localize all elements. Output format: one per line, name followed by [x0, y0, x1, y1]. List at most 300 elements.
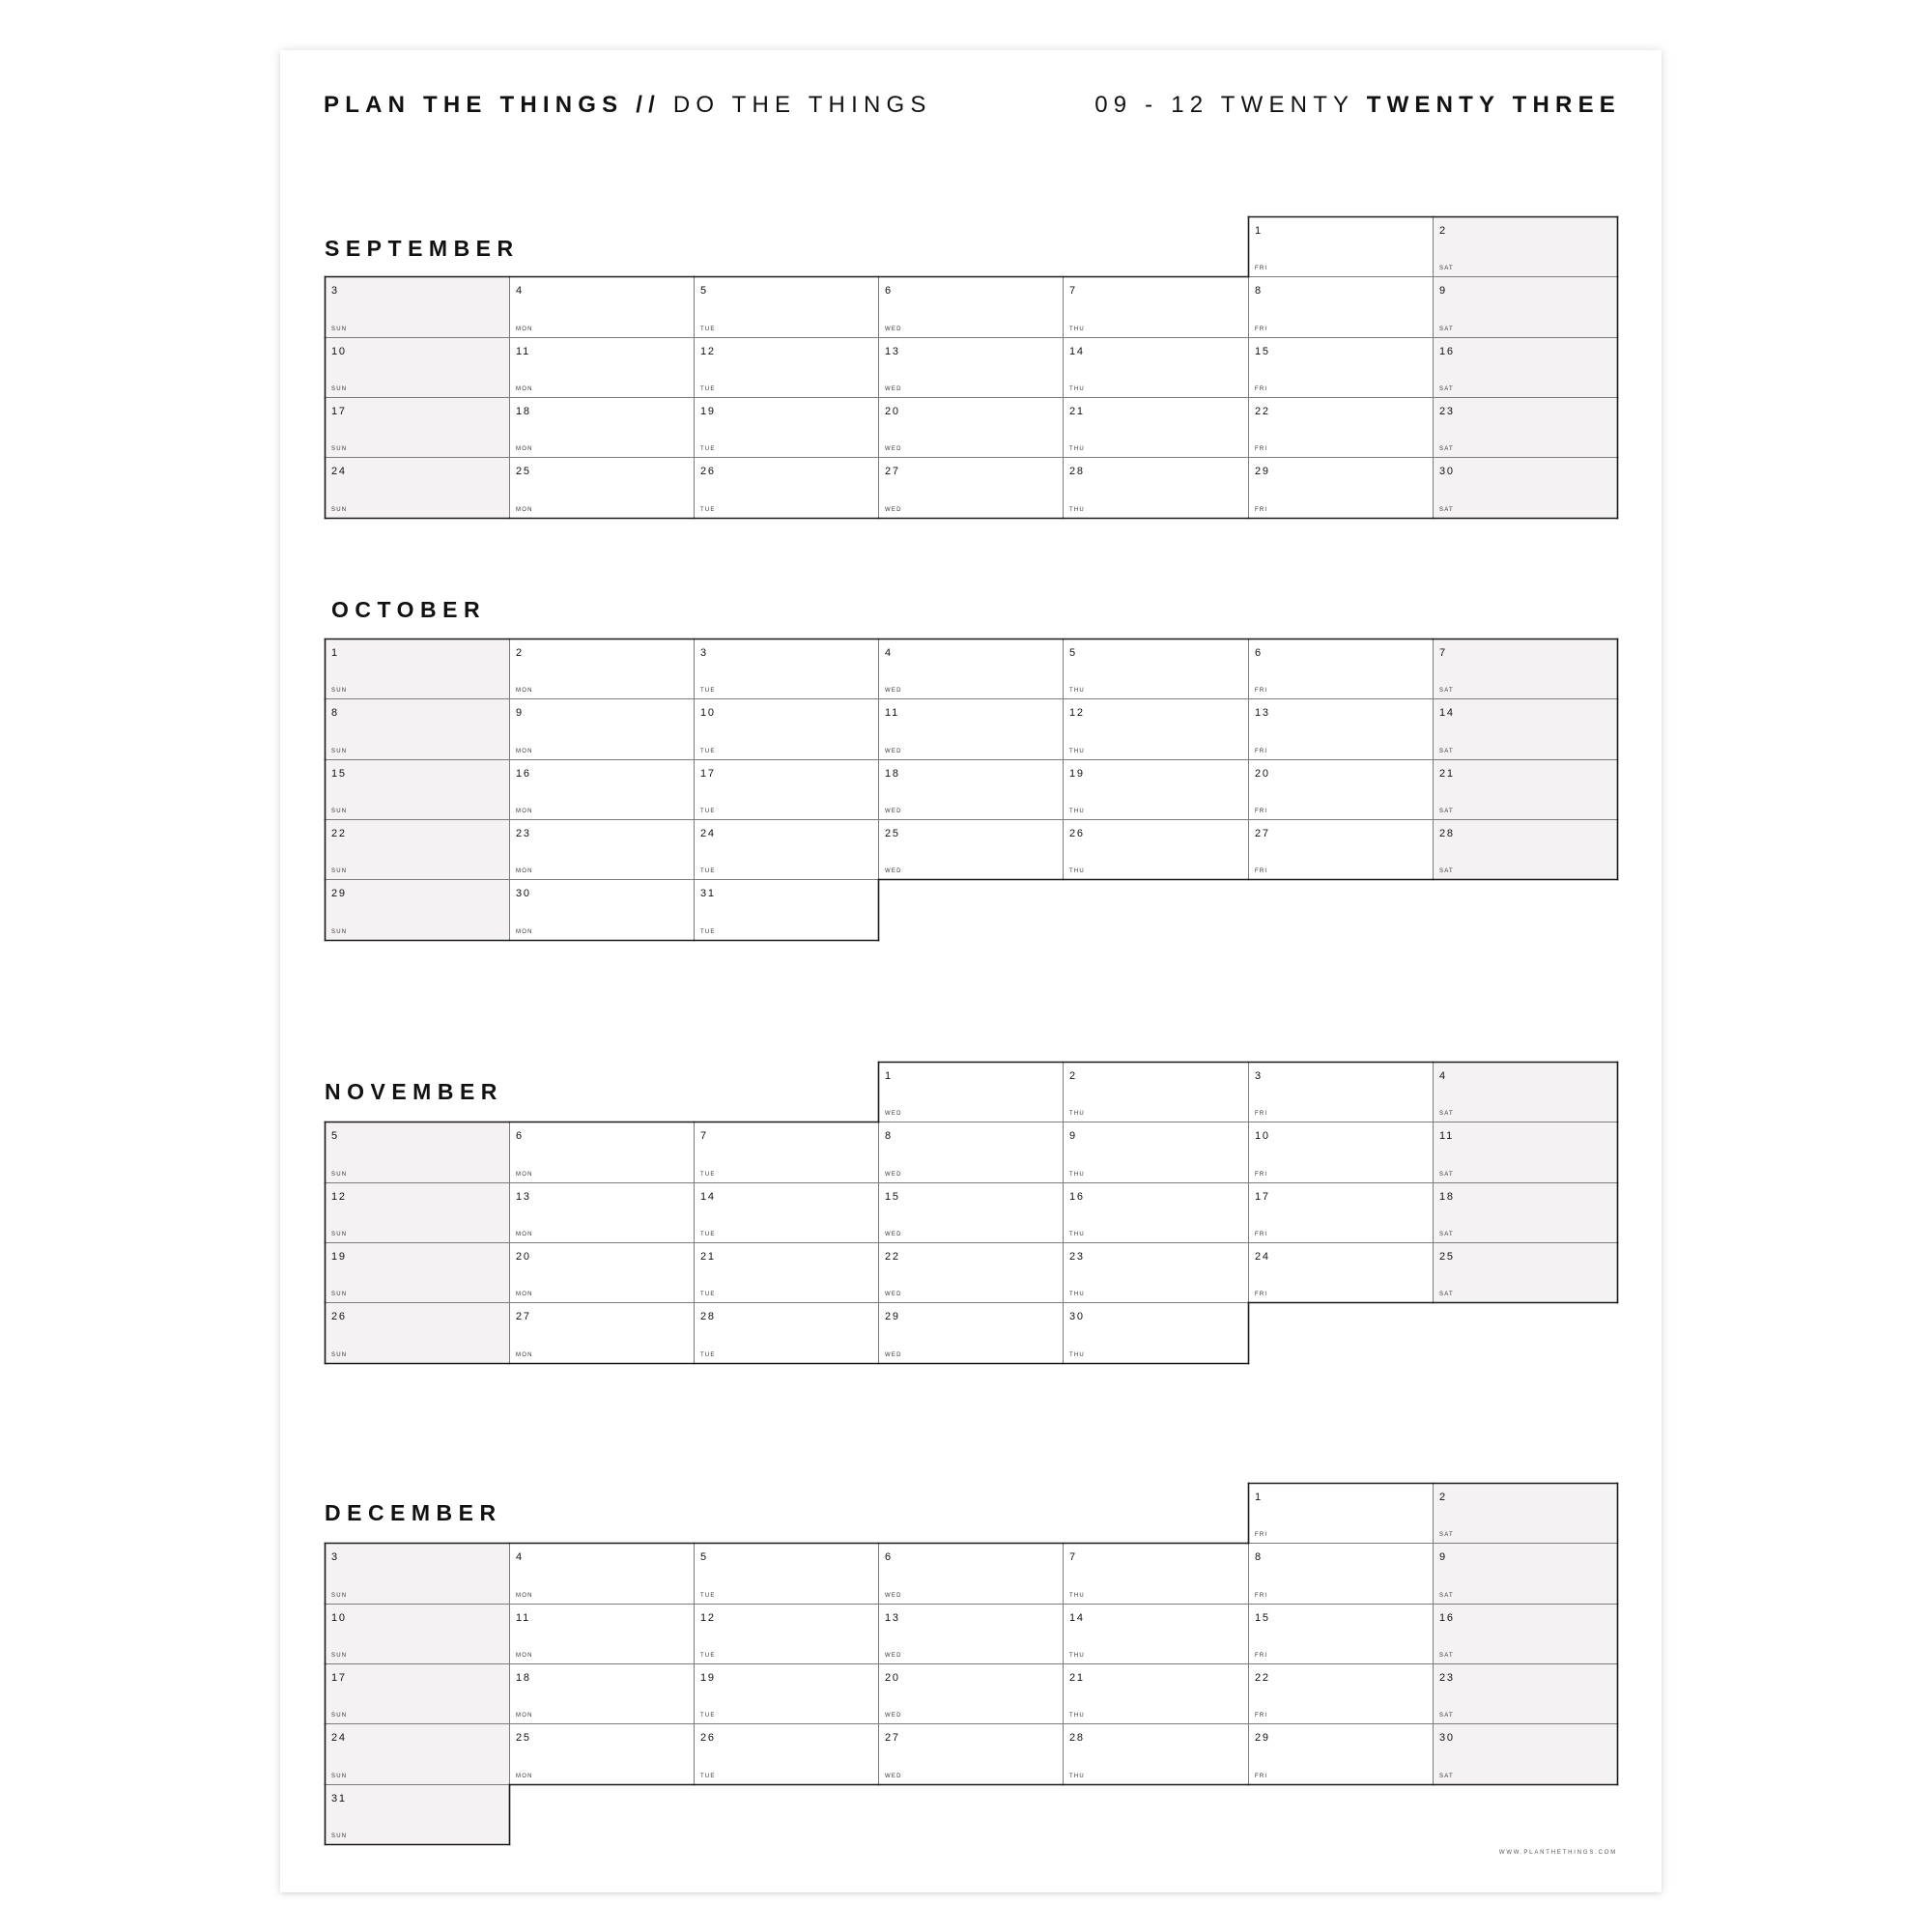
day-number: 18: [885, 768, 900, 780]
day-cell: [1248, 1604, 1434, 1664]
day-cell: [1063, 276, 1249, 338]
weekday-label: WED: [885, 1111, 902, 1117]
weekday-label: FRI: [1255, 1653, 1268, 1659]
day-number: 26: [331, 1311, 347, 1322]
weekday-label: FRI: [1255, 868, 1268, 874]
day-cell: [878, 397, 1064, 458]
weekday-label: SUN: [331, 1713, 348, 1719]
weekday-label: MON: [516, 327, 533, 332]
day-number: 30: [1069, 1311, 1085, 1322]
day-cell: [878, 1543, 1064, 1605]
weekday-label: FRI: [1255, 1292, 1268, 1297]
day-cell: [1248, 1182, 1434, 1243]
day-number: 16: [1439, 346, 1455, 357]
day-cell: [1433, 819, 1618, 880]
day-cell: [1433, 457, 1618, 519]
day-number: 20: [1255, 768, 1270, 780]
day-cell: [325, 1122, 510, 1183]
day-cell: [694, 1723, 879, 1785]
day-cell: [509, 819, 695, 880]
day-number: 3: [1255, 1070, 1263, 1082]
day-cell: [509, 276, 695, 338]
day-number: 11: [1439, 1130, 1455, 1142]
day-number: 15: [1255, 1612, 1270, 1624]
day-cell: [509, 1604, 695, 1664]
day-number: 16: [1069, 1191, 1085, 1203]
day-number: 20: [885, 406, 900, 417]
day-cell: [509, 457, 695, 519]
brand-light: DO THE THINGS: [672, 92, 932, 118]
day-cell: [878, 819, 1064, 880]
day-number: 4: [516, 285, 524, 297]
weekday-label: THU: [1069, 688, 1085, 694]
weekday-label: FRI: [1255, 327, 1268, 332]
day-cell: [878, 337, 1064, 398]
weekday-label: SUN: [331, 749, 348, 754]
weekday-label: TUE: [700, 1713, 716, 1719]
day-number: 5: [1069, 647, 1077, 659]
weekday-label: WED: [885, 1774, 902, 1779]
day-cell: [1248, 397, 1434, 458]
day-number: 26: [1069, 828, 1085, 839]
day-cell: [1248, 1543, 1434, 1605]
weekday-label: MON: [516, 688, 533, 694]
day-number: 9: [1069, 1130, 1077, 1142]
day-cell: [1063, 639, 1249, 699]
weekday-label: SUN: [331, 1292, 348, 1297]
day-number: 29: [1255, 1732, 1270, 1744]
weekday-label: SAT: [1439, 1292, 1454, 1297]
day-number: 29: [1255, 466, 1270, 477]
day-number: 28: [1069, 1732, 1085, 1744]
day-number: 22: [885, 1251, 900, 1263]
day-cell: [694, 698, 879, 760]
month-title-october: OCTOBER: [331, 597, 487, 622]
day-cell: [1063, 759, 1249, 820]
day-cell: [1248, 819, 1434, 880]
day-number: 27: [885, 1732, 900, 1744]
weekday-label: FRI: [1255, 809, 1268, 814]
day-cell: [325, 639, 510, 699]
day-cell: [878, 1122, 1064, 1183]
day-number: 5: [700, 285, 708, 297]
date-range-title: [1094, 91, 1621, 120]
day-number: 25: [516, 1732, 531, 1744]
day-number: 24: [1255, 1251, 1270, 1263]
weekday-label: SAT: [1439, 868, 1454, 874]
weekday-label: TUE: [700, 327, 716, 332]
day-number: 15: [331, 768, 347, 780]
weekday-label: THU: [1069, 868, 1085, 874]
day-cell: [1248, 1723, 1434, 1785]
day-number: 24: [331, 1732, 347, 1744]
weekday-label: THU: [1069, 1774, 1085, 1779]
day-number: 12: [700, 1612, 716, 1624]
weekday-label: THU: [1069, 327, 1085, 332]
day-number: 23: [516, 828, 531, 839]
weekday-label: SAT: [1439, 749, 1454, 754]
day-number: 25: [885, 828, 900, 839]
day-cell: [1433, 639, 1618, 699]
weekday-label: WED: [885, 809, 902, 814]
day-number: 10: [700, 707, 716, 719]
day-number: 9: [1439, 1551, 1447, 1563]
day-cell: [325, 759, 510, 820]
weekday-label: WED: [885, 868, 902, 874]
day-cell: [325, 276, 510, 338]
day-number: 4: [516, 1551, 524, 1563]
weekday-label: SUN: [331, 1774, 348, 1779]
weekday-label: TUE: [700, 1774, 716, 1779]
day-cell: [694, 1182, 879, 1243]
day-number: 6: [885, 285, 893, 297]
weekday-label: MON: [516, 1593, 533, 1599]
footer-website: WWW.PLANTHETHINGS.COM: [1498, 1850, 1617, 1856]
month-title-november: NOVEMBER: [325, 1079, 503, 1104]
day-number: 19: [1069, 768, 1085, 780]
date-range-light: 09 - 12 TWENTY: [1094, 92, 1354, 118]
day-cell: [1248, 759, 1434, 820]
weekday-label: TUE: [700, 929, 716, 935]
day-number: 14: [1439, 707, 1455, 719]
day-cell: [1248, 1663, 1434, 1724]
day-number: 25: [1439, 1251, 1455, 1263]
weekday-label: WED: [885, 1653, 902, 1659]
weekday-label: SUN: [331, 1593, 348, 1599]
weekday-label: WED: [885, 1352, 902, 1358]
day-cell: [1433, 1062, 1618, 1122]
day-cell: [694, 337, 879, 398]
day-number: 15: [885, 1191, 900, 1203]
weekday-label: FRI: [1255, 1532, 1268, 1538]
day-cell: [1433, 276, 1618, 338]
weekday-label: MON: [516, 1774, 533, 1779]
day-cell: [1063, 457, 1249, 519]
day-cell: [1063, 1242, 1249, 1303]
day-cell: [1433, 397, 1618, 458]
weekday-label: FRI: [1255, 507, 1268, 513]
day-cell: [1063, 1302, 1249, 1364]
day-cell: [509, 337, 695, 398]
day-cell: [878, 1242, 1064, 1303]
weekday-label: FRI: [1255, 688, 1268, 694]
day-number: 13: [516, 1191, 531, 1203]
weekday-label: SUN: [331, 386, 348, 392]
weekday-label: THU: [1069, 1232, 1085, 1237]
weekday-label: SAT: [1439, 327, 1454, 332]
day-number: 27: [516, 1311, 531, 1322]
weekday-label: MON: [516, 749, 533, 754]
day-number: 21: [1439, 768, 1455, 780]
day-cell: [325, 879, 510, 941]
weekday-label: WED: [885, 1172, 902, 1178]
weekday-label: SAT: [1439, 1713, 1454, 1719]
day-cell: [878, 1723, 1064, 1785]
day-number: 1: [1255, 1492, 1263, 1503]
weekday-label: SUN: [331, 446, 348, 452]
day-cell: [1063, 1062, 1249, 1122]
weekday-label: MON: [516, 386, 533, 392]
day-number: 12: [1069, 707, 1085, 719]
day-cell: [1063, 1663, 1249, 1724]
day-cell: [1063, 1604, 1249, 1664]
day-cell: [509, 1663, 695, 1724]
weekday-label: THU: [1069, 446, 1085, 452]
day-number: 28: [1439, 828, 1455, 839]
day-cell: [1063, 698, 1249, 760]
day-number: 25: [516, 466, 531, 477]
day-cell: [1063, 1122, 1249, 1183]
weekday-label: THU: [1069, 1713, 1085, 1719]
day-number: 26: [700, 466, 716, 477]
day-number: 2: [1439, 225, 1447, 237]
weekday-label: FRI: [1255, 446, 1268, 452]
weekday-label: TUE: [700, 868, 716, 874]
day-cell: [878, 639, 1064, 699]
day-number: 30: [1439, 1732, 1455, 1744]
weekday-label: THU: [1069, 749, 1085, 754]
day-cell: [694, 276, 879, 338]
weekday-label: MON: [516, 1352, 533, 1358]
day-cell: [509, 1122, 695, 1183]
day-number: 3: [331, 1551, 339, 1563]
day-cell: [1248, 457, 1434, 519]
weekday-label: WED: [885, 1593, 902, 1599]
day-cell: [694, 1302, 879, 1364]
weekday-label: THU: [1069, 386, 1085, 392]
day-number: 30: [516, 888, 531, 899]
day-number: 1: [1255, 225, 1263, 237]
weekday-label: WED: [885, 749, 902, 754]
weekday-label: FRI: [1255, 1713, 1268, 1719]
day-cell: [694, 457, 879, 519]
day-number: 2: [1069, 1070, 1077, 1082]
day-cell: [1248, 216, 1434, 277]
weekday-label: SAT: [1439, 266, 1454, 271]
weekday-label: SUN: [331, 929, 348, 935]
day-cell: [1063, 1723, 1249, 1785]
day-cell: [878, 1604, 1064, 1664]
day-number: 14: [1069, 1612, 1085, 1624]
day-cell: [1433, 1723, 1618, 1785]
weekday-label: MON: [516, 1653, 533, 1659]
day-cell: [325, 1663, 510, 1724]
day-cell: [509, 1723, 695, 1785]
weekday-label: THU: [1069, 1593, 1085, 1599]
weekday-label: FRI: [1255, 1172, 1268, 1178]
day-cell: [694, 1543, 879, 1605]
weekday-label: TUE: [700, 1653, 716, 1659]
day-cell: [1248, 1062, 1434, 1122]
weekday-label: TUE: [700, 446, 716, 452]
day-cell: [1248, 276, 1434, 338]
day-number: 12: [331, 1191, 347, 1203]
day-number: 8: [331, 707, 339, 719]
weekday-label: SAT: [1439, 1232, 1454, 1237]
day-number: 9: [516, 707, 524, 719]
day-cell: [509, 639, 695, 699]
day-cell: [1433, 1543, 1618, 1605]
weekday-label: WED: [885, 386, 902, 392]
day-cell: [1248, 1483, 1434, 1544]
weekday-label: SUN: [331, 1232, 348, 1237]
day-number: 19: [331, 1251, 347, 1263]
day-cell: [1433, 1604, 1618, 1664]
day-cell: [694, 1663, 879, 1724]
day-cell: [325, 337, 510, 398]
day-cell: [1063, 819, 1249, 880]
day-number: 20: [885, 1672, 900, 1684]
weekday-label: MON: [516, 868, 533, 874]
weekday-label: MON: [516, 809, 533, 814]
day-cell: [1248, 698, 1434, 760]
weekday-label: SAT: [1439, 1653, 1454, 1659]
day-cell: [1248, 1242, 1434, 1303]
day-number: 21: [1069, 406, 1085, 417]
day-cell: [509, 1182, 695, 1243]
day-cell: [325, 698, 510, 760]
day-number: 4: [885, 647, 893, 659]
day-number: 1: [885, 1070, 893, 1082]
weekday-label: SAT: [1439, 1532, 1454, 1538]
weekday-label: WED: [885, 327, 902, 332]
weekday-label: TUE: [700, 1593, 716, 1599]
day-number: 3: [700, 647, 708, 659]
weekday-label: WED: [885, 688, 902, 694]
day-number: 7: [700, 1130, 708, 1142]
weekday-label: SUN: [331, 1833, 348, 1839]
day-number: 23: [1439, 406, 1455, 417]
day-number: 23: [1439, 1672, 1455, 1684]
weekday-label: SAT: [1439, 1172, 1454, 1178]
day-cell: [694, 1242, 879, 1303]
day-number: 3: [331, 285, 339, 297]
day-number: 17: [331, 406, 347, 417]
day-cell: [325, 397, 510, 458]
day-number: 22: [1255, 406, 1270, 417]
day-cell: [1433, 337, 1618, 398]
day-number: 16: [1439, 1612, 1455, 1624]
day-cell: [878, 1182, 1064, 1243]
weekday-label: SAT: [1439, 507, 1454, 513]
day-number: 11: [885, 707, 900, 719]
day-number: 13: [885, 1612, 900, 1624]
day-number: 11: [516, 346, 531, 357]
weekday-label: SAT: [1439, 1593, 1454, 1599]
day-number: 19: [700, 406, 716, 417]
day-number: 17: [700, 768, 716, 780]
day-number: 29: [331, 888, 347, 899]
day-number: 8: [1255, 1551, 1263, 1563]
day-number: 10: [331, 1612, 347, 1624]
day-number: 14: [700, 1191, 716, 1203]
day-cell: [694, 1604, 879, 1664]
day-cell: [694, 1122, 879, 1183]
weekday-label: SUN: [331, 809, 348, 814]
weekday-label: SUN: [331, 1653, 348, 1659]
day-number: 4: [1439, 1070, 1447, 1082]
weekday-label: FRI: [1255, 749, 1268, 754]
day-cell: [509, 879, 695, 941]
day-number: 7: [1069, 285, 1077, 297]
day-number: 28: [1069, 466, 1085, 477]
day-number: 8: [1255, 285, 1263, 297]
weekday-label: MON: [516, 1172, 533, 1178]
day-cell: [325, 1182, 510, 1243]
weekday-label: WED: [885, 1713, 902, 1719]
day-cell: [1433, 1483, 1618, 1544]
day-number: 23: [1069, 1251, 1085, 1263]
weekday-label: MON: [516, 1713, 533, 1719]
weekday-label: MON: [516, 1232, 533, 1237]
day-cell: [325, 1784, 510, 1845]
day-number: 13: [1255, 707, 1270, 719]
weekday-label: TUE: [700, 507, 716, 513]
weekday-label: SAT: [1439, 1111, 1454, 1117]
day-number: 14: [1069, 346, 1085, 357]
day-cell: [509, 1543, 695, 1605]
weekday-label: SUN: [331, 688, 348, 694]
weekday-label: SUN: [331, 1172, 348, 1178]
day-cell: [509, 759, 695, 820]
day-number: 24: [700, 828, 716, 839]
day-cell: [694, 639, 879, 699]
day-cell: [509, 1242, 695, 1303]
day-cell: [325, 1302, 510, 1364]
day-number: 9: [1439, 285, 1447, 297]
day-number: 15: [1255, 346, 1270, 357]
day-number: 5: [331, 1130, 339, 1142]
weekday-label: TUE: [700, 809, 716, 814]
day-number: 31: [700, 888, 716, 899]
day-number: 27: [1255, 828, 1270, 839]
weekday-label: SUN: [331, 507, 348, 513]
month-title-december: DECEMBER: [325, 1500, 502, 1525]
day-number: 8: [885, 1130, 893, 1142]
day-number: 22: [331, 828, 347, 839]
day-cell: [1433, 759, 1618, 820]
day-number: 28: [700, 1311, 716, 1322]
weekday-label: FRI: [1255, 1111, 1268, 1117]
day-cell: [325, 1723, 510, 1785]
day-cell: [1063, 1543, 1249, 1605]
weekday-label: SUN: [331, 1352, 348, 1358]
weekday-label: SAT: [1439, 386, 1454, 392]
weekday-label: THU: [1069, 809, 1085, 814]
weekday-label: TUE: [700, 386, 716, 392]
brand-title: [324, 91, 932, 120]
day-cell: [325, 1242, 510, 1303]
day-number: 16: [516, 768, 531, 780]
weekday-label: TUE: [700, 749, 716, 754]
day-cell: [694, 879, 879, 941]
day-cell: [878, 457, 1064, 519]
weekday-label: FRI: [1255, 1774, 1268, 1779]
day-cell: [509, 1302, 695, 1364]
weekday-label: THU: [1069, 1111, 1085, 1117]
weekday-label: WED: [885, 1292, 902, 1297]
day-cell: [878, 1302, 1064, 1364]
day-number: 22: [1255, 1672, 1270, 1684]
weekday-label: TUE: [700, 1352, 716, 1358]
weekday-label: THU: [1069, 1292, 1085, 1297]
day-number: 10: [1255, 1130, 1270, 1142]
day-cell: [878, 276, 1064, 338]
weekday-label: MON: [516, 929, 533, 935]
weekday-label: THU: [1069, 1653, 1085, 1659]
day-number: 7: [1439, 647, 1447, 659]
weekday-label: MON: [516, 446, 533, 452]
